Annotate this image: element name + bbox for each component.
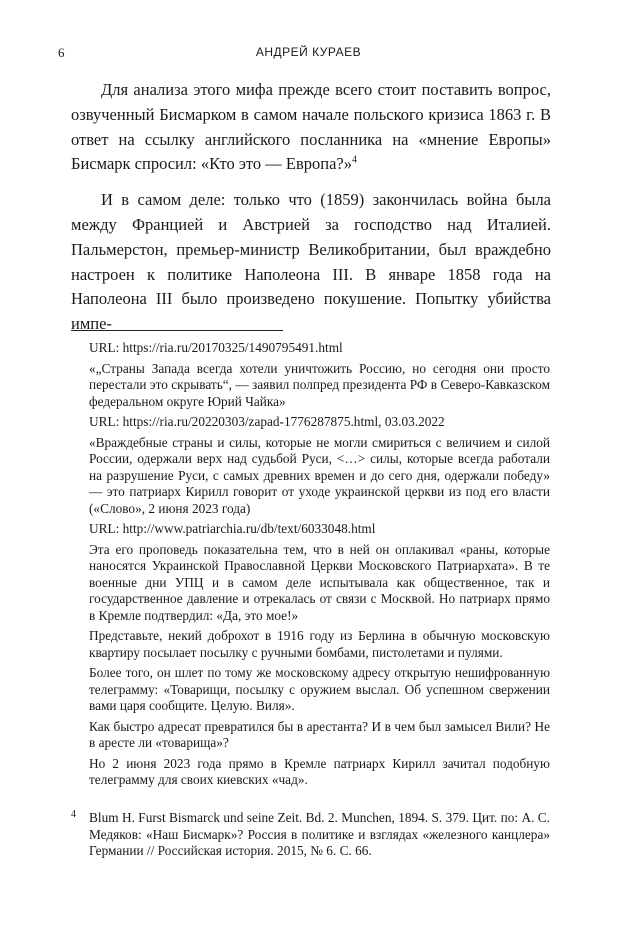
footnote-line: «Враждебные страны и силы, которые не могли смириться с величием и силой России, одержали верх над судьбой Руси, <…> силы, которые всегда работали на разрушение Руси, с самых древних времен и до сего дня, одержали победу» — это патриарх Кирилл говорит от уходе украинской церкви из под его власти («Слово», 2 июня 2023 года) — [89, 434, 550, 516]
main-text — [71, 78, 551, 348]
page-number: 6 — [58, 45, 65, 60]
footnote-line: Более того, он шлет по тому же московскому адресу открытую нешифрованную телеграмму: «Товарищи, посылку с оружием выслал. Об успешном свержении вами царя сообщите. Целую. Виля». — [89, 665, 550, 713]
paragraph-1-text: Для анализа этого мифа прежде всего стоит поставить вопрос, озвученный Бисмарком в самом начале польского кризиса 1863 г. В ответ на ссылку английского посланника на «мнение Европы» Бисмарк спросил: «Кто это — Европа?» — [71, 80, 551, 174]
footnote-4-text: Blum H. Furst Bismarck und seine Zeit. Bd. 2. Munchen, 1894. S. 379. Цит. по: А. С. Медяков: «Наш Бисмарк»? Россия в политике и взглядах «железного канцлера» Германии // Российская история. 2015, № 6. С. 66. — [89, 810, 550, 858]
footnote-line: Как быстро адресат превратился бы в арестанта? И в чем был замысел Вили? Не в аресте ли «товарища»? — [89, 718, 550, 750]
paragraph-2: И в самом деле: только что (1859) закончилась война была между Францией и Австрией за господство над Италией. Пальмерстон, премьер-министр Великобритании, был враждебно настроен к политике Наполеона III. В январе 1858 года на Наполеона III было произведено покушение. Попытку убийства импе- — [71, 190, 551, 334]
footnote-line: Эта его проповедь показательна тем, что в ней он оплакивал «раны, которые наносятся Украинской Православной Церкви Московского Патриархата». В те военные дни УПЦ и в самом деле испытывала как общественное, так и государственное давление и отрекалась от связи с Москвой. Но патриарх прямо в Кремле подтвердил: «Да, это мое!» — [89, 541, 550, 623]
footnote-ref-4: 4 — [352, 154, 357, 166]
footnote-line: URL: https://ria.ru/20220303/zapad-1776287875.html, 03.03.2022 — [89, 414, 445, 429]
running-head: АНДРЕЙ КУРАЕВ — [255, 45, 362, 59]
paragraph-1 — [71, 78, 551, 177]
footnote-4-mark: 4 — [71, 809, 76, 820]
footnote-line: Представьте, некий доброхот в 1916 году из Берлина в обычную московскую квартиру посылает посылку с ручными бомбами, пистолетами и пулями. — [89, 628, 550, 660]
footnote-line: «„Страны Запада всегда хотели уничтожить Россию, но сегодня они просто перестали это скрывать“, — заявил полпред президента РФ в Северо-Кавказском федеральном округе Юрий Чайка» — [89, 360, 550, 409]
footnote-continuation — [89, 340, 550, 793]
footnote-divider — [71, 330, 283, 331]
footnote-line: Но 2 июня 2023 года прямо в Кремле патриарх Кирилл зачитал подобную телеграмму для своих киевских «чад». — [89, 755, 550, 787]
footnote-line: URL: https://ria.ru/20170325/1490795491.html — [89, 340, 343, 355]
footnote-line: URL: http://www.patriarchia.ru/db/text/6033048.html — [89, 521, 376, 536]
footnote-4 — [71, 810, 550, 860]
